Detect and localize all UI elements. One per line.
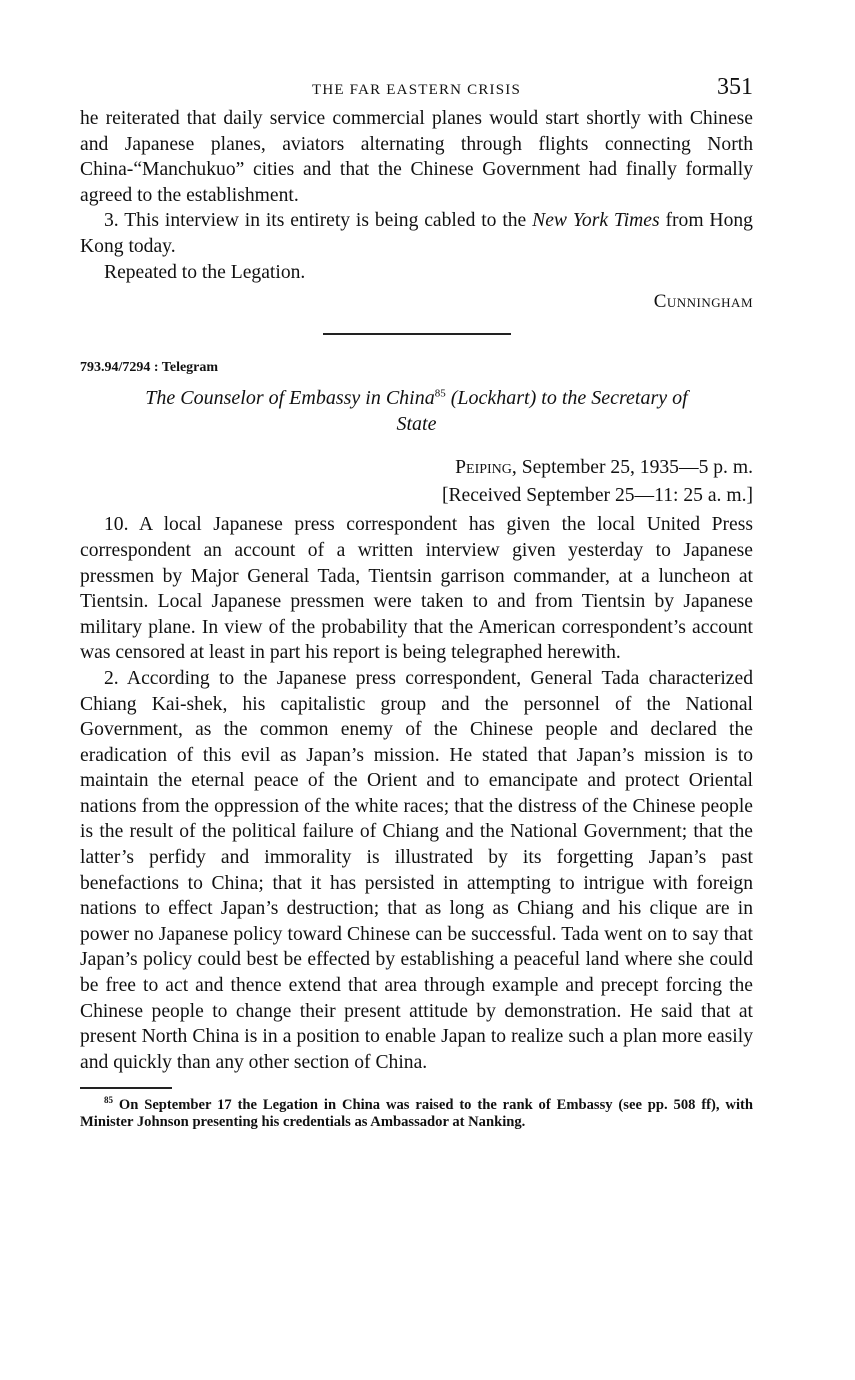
- running-title: THE FAR EASTERN CRISIS: [311, 82, 522, 98]
- telegram-paragraph-2: 2. According to the Japanese press correspondent, General Tada characterized Chiang Kai-shek, his capitalistic group and the personnel of the National Government, as the common enemy of the Chinese people and declared the eradication of this evil as Japan’s mission. He stated that Japan’s mission is to maintain the eternal peace of the Orient and to emancipate and protect Oriental nations from the oppression of the white races; that the distress of the Chinese people is the result of the political failure of Chiang and the National Government; that the latter’s perfidy and immorality is illustrated by its forgetting Japan’s past benefactions to China; that it has persisted in attempting to intrigue with foreign nations to effect Japan’s destruction; that as long as Chiang and his clique are in power no Japanese policy toward Chinese can be successful. Tada went on to say that Japan’s policy could best be effected by establishing a peaceful land where she could be free to act and thence extend that area through example and precept forcing the Chinese people to change their present attitude by demonstration. He said that at present North China is in a position to enable Japan to realize such a plan more easily and quickly than any other section of China.: [80, 667, 753, 1073]
- heading-part-b: (Lockhart) to the Secretary of State: [396, 387, 688, 436]
- dateline-date: , September 25, 1935—5 p. m.: [511, 457, 753, 479]
- file-reference: 793.94/7294 : Telegram: [80, 360, 219, 376]
- footnote-rule: [80, 1087, 172, 1089]
- page-number: 351: [717, 74, 753, 100]
- section-divider: [323, 333, 511, 335]
- item-3-text-a: 3. This interview in its entirety is being cabled to the: [104, 210, 533, 232]
- item-3-paragraph: [80, 208, 753, 259]
- telegram-paragraph-1: 10. A local Japanese press correspondent has given the local United Press correspondent an account of a written interview given yesterday to Japanese pressmen by Major General Tada, Tientsin garrison commander, at a luncheon at Tientsin. Local Japanese pressmen were taken to and from Tientsin by Japanese military plane. In view of the probability that the American correspondent’s account was censored at least in part his report is being telegraphed herewith.: [80, 514, 753, 664]
- footnote-mark: 85: [104, 1095, 113, 1106]
- newspaper-title: New York Times: [532, 210, 660, 232]
- footnote-reference: 85: [434, 387, 446, 400]
- document-heading: [80, 385, 753, 437]
- running-head: [80, 72, 753, 106]
- item-3-text-b: from Hong Kong today.: [80, 210, 753, 257]
- footnote-text: On September 17 the Legation in China was raised to the rank of Embassy (see pp. 508 ff), with Minister Johnson presenting his credentials as Ambassador at Nanking.: [80, 1097, 753, 1131]
- footnote: [80, 1097, 753, 1131]
- dateline: [80, 455, 753, 481]
- continued-paragraph: he reiterated that daily service commercial planes would start shortly with Chinese and Japanese planes, aviators alternating through flights connecting North China-“Manchukuo” cities and that the Chinese Government had finally formally agreed to the establishment.: [80, 108, 753, 206]
- signature: Cunningham: [653, 291, 753, 313]
- dateline-place: Peiping: [455, 457, 512, 479]
- document-page: [80, 72, 753, 1131]
- heading-part-a: The Counselor of Embassy in China: [145, 387, 435, 410]
- repeated-line: Repeated to the Legation.: [104, 261, 306, 283]
- received-line: [Received September 25—11: 25 a. m.]: [441, 484, 753, 506]
